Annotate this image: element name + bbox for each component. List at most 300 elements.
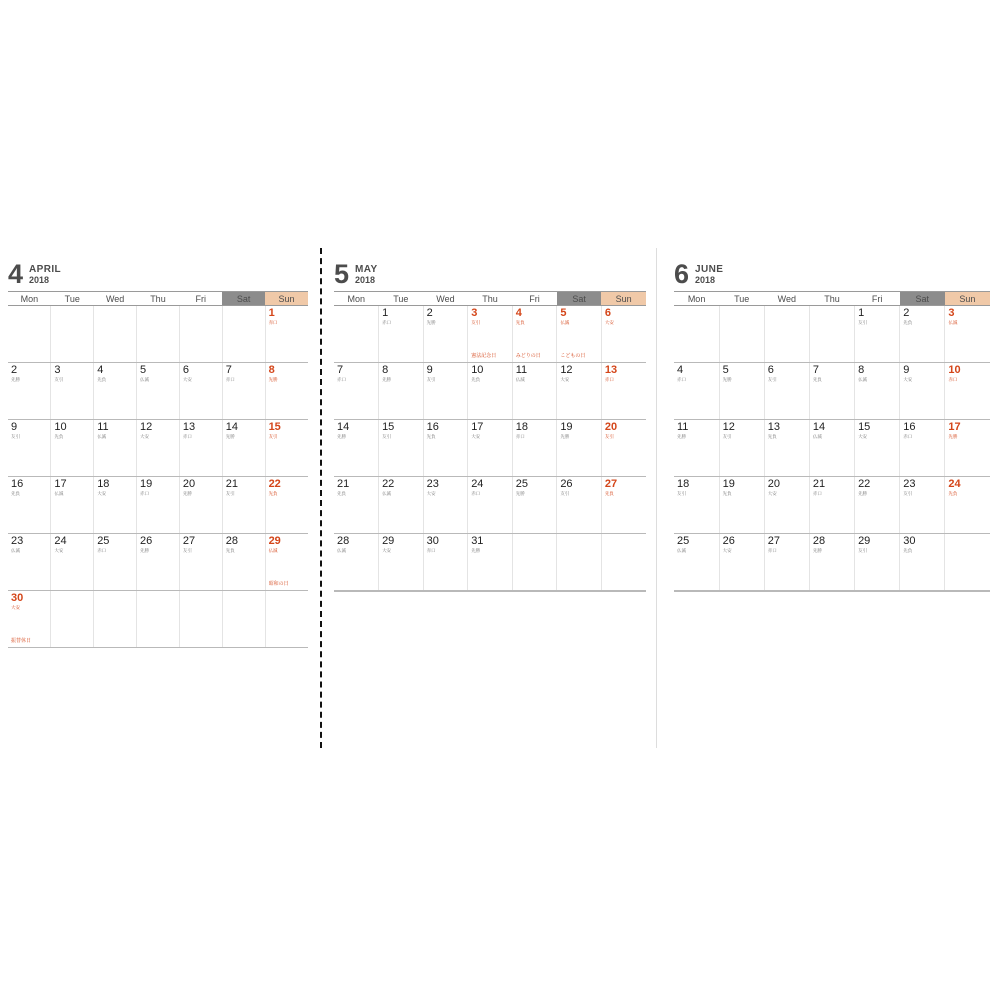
calendar-day-cell[interactable]	[94, 477, 137, 534]
calendar-day-cell[interactable]	[137, 534, 180, 591]
day-number: 25	[677, 535, 690, 547]
calendar-empty-cell	[179, 306, 222, 363]
calendar-day-cell[interactable]	[222, 477, 265, 534]
day-number: 11	[97, 421, 109, 433]
day-number: 16	[903, 421, 916, 433]
calendar-week-row	[334, 363, 646, 420]
weekday-sun: Sun	[601, 292, 646, 306]
rokuyo-label: 赤口	[337, 377, 346, 382]
rokuyo-label: 先勝	[268, 377, 278, 382]
calendar-day-cell[interactable]	[179, 477, 222, 534]
day-number: 16	[426, 421, 439, 433]
rokuyo-label: 赤口	[225, 377, 235, 382]
day-number: 10	[948, 364, 961, 376]
rokuyo-label: 先負	[268, 491, 278, 496]
calendar-day-cell[interactable]	[379, 363, 424, 420]
rokuyo-label: 先負	[903, 548, 913, 553]
rokuyo-label: 先勝	[471, 548, 481, 553]
rokuyo-label: 友引	[382, 434, 392, 439]
calendar-week-row	[674, 306, 990, 363]
calendar-day-cell[interactable]	[423, 363, 468, 420]
rokuyo-label: 友引	[471, 320, 481, 325]
rokuyo-label: 大安	[426, 491, 436, 496]
day-number: 27	[604, 478, 618, 490]
rokuyo-label: 大安	[182, 377, 192, 382]
rokuyo-label: 先負	[948, 491, 958, 496]
calendar-day-cell[interactable]	[179, 420, 222, 477]
calendar-day-cell[interactable]	[423, 534, 468, 591]
calendar-day-cell[interactable]	[468, 420, 513, 477]
calendar-day-cell[interactable]	[334, 534, 379, 591]
day-number: 15	[268, 421, 281, 433]
calendar-day-cell[interactable]	[809, 420, 854, 477]
calendar-day-cell[interactable]	[222, 363, 265, 420]
day-number: 7	[337, 364, 344, 376]
day-number: 13	[767, 421, 781, 433]
calendar-empty-cell	[137, 591, 180, 648]
calendar-day-cell[interactable]	[423, 306, 468, 363]
day-number: 6	[182, 364, 189, 376]
rokuyo-label: 赤口	[426, 548, 436, 553]
calendar-day-cell[interactable]	[51, 420, 94, 477]
calendar-day-cell[interactable]	[179, 534, 222, 591]
day-number: 4	[97, 364, 104, 376]
calendar-day-cell[interactable]	[557, 363, 602, 420]
month-panel-april	[0, 248, 316, 748]
day-number: 7	[225, 364, 232, 376]
calendar-day-cell[interactable]	[8, 591, 51, 648]
day-number: 25	[97, 535, 110, 547]
weekday-fri: Fri	[855, 292, 900, 306]
weekday-sat: Sat	[222, 292, 265, 306]
calendar-day-cell[interactable]	[674, 363, 719, 420]
day-number: 4	[515, 307, 522, 319]
day-number: 6	[767, 364, 774, 376]
calendar-day-cell[interactable]	[945, 306, 990, 363]
day-number: 31	[471, 535, 484, 547]
weekday-thu: Thu	[468, 292, 513, 306]
calendar-day-cell[interactable]	[265, 477, 308, 534]
calendar-day-cell[interactable]	[900, 534, 945, 591]
weekday-header-row	[334, 292, 646, 306]
calendar-day-cell[interactable]	[8, 363, 51, 420]
weekday-mon: Mon	[334, 292, 379, 306]
rokuyo-label: 先勝	[722, 377, 732, 382]
rokuyo-label: 先勝	[382, 377, 392, 382]
calendar-body-june	[674, 306, 990, 591]
rokuyo-label: 大安	[382, 548, 392, 553]
calendar-day-cell[interactable]	[423, 477, 468, 534]
calendar-day-cell[interactable]	[137, 420, 180, 477]
day-number: 23	[903, 478, 916, 490]
day-number: 17	[948, 421, 961, 433]
calendar-grid-june	[674, 291, 990, 591]
rokuyo-label: 赤口	[677, 377, 686, 382]
day-number: 8	[858, 364, 865, 376]
calendar-day-cell[interactable]	[137, 363, 180, 420]
month-name: MAY	[355, 264, 378, 275]
rokuyo-label: 友引	[767, 377, 777, 382]
day-number: 1	[268, 307, 275, 319]
rokuyo-label: 仏滅	[677, 548, 686, 553]
day-number: 5	[140, 364, 147, 376]
calendar-day-cell[interactable]	[855, 534, 900, 591]
rokuyo-label: 先勝	[515, 491, 525, 496]
rokuyo-label: 先勝	[948, 434, 958, 439]
calendar-empty-cell	[719, 306, 764, 363]
day-number: 29	[268, 535, 281, 547]
rokuyo-label: 友引	[858, 548, 868, 553]
calendar-empty-cell	[334, 306, 379, 363]
calendar-day-cell[interactable]	[512, 477, 557, 534]
day-number: 13	[182, 421, 196, 433]
calendar-day-cell[interactable]	[719, 363, 764, 420]
calendar-day-cell[interactable]	[265, 534, 308, 591]
calendar-day-cell[interactable]	[379, 420, 424, 477]
calendar-day-cell[interactable]	[557, 477, 602, 534]
day-number: 21	[337, 478, 350, 490]
day-number: 26	[140, 535, 153, 547]
day-number: 28	[225, 535, 238, 547]
holiday-label: みどりの日	[515, 353, 541, 359]
rokuyo-label: 仏滅	[11, 548, 20, 553]
page-divider	[656, 248, 657, 748]
rokuyo-label: 仏滅	[858, 377, 868, 382]
calendar-spread	[0, 248, 1000, 748]
calendar-day-cell[interactable]	[855, 306, 900, 363]
calendar-week-row	[8, 363, 308, 420]
day-number: 3	[54, 364, 61, 376]
weekday-thu: Thu	[809, 292, 854, 306]
calendar-day-cell[interactable]	[900, 306, 945, 363]
rokuyo-label: 赤口	[812, 491, 822, 496]
calendar-day-cell[interactable]	[51, 363, 94, 420]
calendar-day-cell[interactable]	[334, 420, 379, 477]
weekday-fri: Fri	[512, 292, 557, 306]
month-name: APRIL	[29, 264, 62, 275]
rokuyo-label: 赤口	[767, 548, 777, 553]
calendar-day-cell[interactable]	[674, 534, 719, 591]
rokuyo-label: 赤口	[182, 434, 192, 439]
day-number: 28	[812, 535, 826, 547]
calendar-day-cell[interactable]	[265, 420, 308, 477]
calendar-day-cell[interactable]	[94, 363, 137, 420]
rokuyo-label: 赤口	[515, 434, 525, 439]
calendar-day-cell[interactable]	[601, 477, 646, 534]
calendar-day-cell[interactable]	[900, 477, 945, 534]
rokuyo-label: 仏滅	[560, 320, 570, 325]
calendar-day-cell[interactable]	[468, 477, 513, 534]
rokuyo-label: 先勝	[182, 491, 192, 496]
day-number: 20	[604, 421, 618, 433]
calendar-day-cell[interactable]	[945, 477, 990, 534]
rokuyo-label: 友引	[11, 434, 20, 439]
day-number: 3	[471, 307, 478, 319]
rokuyo-label: 友引	[677, 491, 686, 496]
calendar-empty-cell	[512, 534, 557, 591]
rokuyo-label: 友引	[426, 377, 436, 382]
weekday-header-row	[674, 292, 990, 306]
calendar-day-cell[interactable]	[674, 477, 719, 534]
day-number: 11	[677, 421, 689, 433]
rokuyo-label: 先負	[471, 377, 481, 382]
rokuyo-label: 先勝	[337, 434, 346, 439]
day-number: 5	[560, 307, 567, 319]
rokuyo-label: 先勝	[140, 548, 150, 553]
holiday-label: 憲法記念日	[471, 353, 497, 359]
day-number: 5	[722, 364, 729, 376]
weekday-sat: Sat	[900, 292, 945, 306]
footer-rule	[674, 591, 990, 592]
month-year: 2018	[355, 275, 376, 285]
calendar-day-cell[interactable]	[512, 363, 557, 420]
calendar-day-cell[interactable]	[265, 363, 308, 420]
calendar-day-cell[interactable]	[94, 420, 137, 477]
month-header-june	[674, 248, 990, 291]
calendar-day-cell[interactable]	[379, 306, 424, 363]
day-number: 2	[426, 307, 433, 319]
weekday-header-row	[8, 292, 308, 306]
day-number: 16	[11, 478, 24, 490]
rokuyo-label: 赤口	[382, 320, 392, 325]
rokuyo-label: 仏滅	[97, 434, 107, 439]
rokuyo-label: 仏滅	[948, 320, 958, 325]
calendar-week-row	[674, 477, 990, 534]
rokuyo-label: 先勝	[225, 434, 235, 439]
rokuyo-label: 先勝	[11, 377, 20, 382]
weekday-tue: Tue	[51, 292, 94, 306]
rokuyo-label: 先勝	[858, 491, 868, 496]
rokuyo-label: 大安	[858, 434, 868, 439]
calendar-day-cell[interactable]	[601, 306, 646, 363]
day-number: 10	[471, 364, 484, 376]
calendar-day-cell[interactable]	[468, 306, 513, 363]
day-number: 15	[382, 421, 395, 433]
day-number: 4	[677, 364, 684, 376]
month-number: 5	[334, 259, 349, 289]
day-number: 27	[182, 535, 196, 547]
calendar-day-cell[interactable]	[900, 420, 945, 477]
day-number: 19	[140, 478, 153, 490]
calendar-week-row	[8, 306, 308, 363]
day-number: 30	[11, 592, 24, 604]
calendar-body-may	[334, 306, 646, 591]
month-panel-may	[316, 248, 656, 748]
calendar-day-cell[interactable]	[719, 477, 764, 534]
day-number: 12	[140, 421, 153, 433]
calendar-day-cell[interactable]	[51, 477, 94, 534]
day-number: 24	[471, 478, 484, 490]
fold-line	[320, 248, 322, 748]
rokuyo-label: 先勝	[677, 434, 686, 439]
calendar-day-cell[interactable]	[334, 363, 379, 420]
month-header-april	[8, 248, 308, 291]
calendar-day-cell[interactable]	[855, 477, 900, 534]
day-number: 9	[426, 364, 433, 376]
rokuyo-label: 仏滅	[515, 377, 525, 382]
rokuyo-label: 赤口	[268, 320, 278, 325]
calendar-day-cell[interactable]	[809, 477, 854, 534]
calendar-day-cell[interactable]	[8, 477, 51, 534]
rokuyo-label: 友引	[560, 491, 570, 496]
rokuyo-label: 先勝	[560, 434, 570, 439]
rokuyo-label: 仏滅	[337, 548, 346, 553]
day-number: 3	[948, 307, 955, 319]
day-number: 8	[382, 364, 389, 376]
calendar-day-cell[interactable]	[601, 363, 646, 420]
calendar-week-row	[8, 591, 308, 648]
day-number: 14	[337, 421, 350, 433]
calendar-day-cell[interactable]	[8, 420, 51, 477]
day-number: 2	[11, 364, 18, 376]
day-number: 1	[382, 307, 389, 319]
calendar-empty-cell	[764, 306, 809, 363]
calendar-week-row	[334, 477, 646, 534]
calendar-day-cell[interactable]	[468, 363, 513, 420]
day-number: 18	[97, 478, 110, 490]
calendar-day-cell[interactable]	[423, 420, 468, 477]
calendar-week-row	[334, 306, 646, 363]
day-number: 12	[560, 364, 573, 376]
month-number: 6	[674, 259, 689, 289]
calendar-day-cell[interactable]	[51, 534, 94, 591]
rokuyo-label: 先負	[54, 434, 64, 439]
calendar-day-cell[interactable]	[945, 420, 990, 477]
calendar-day-cell[interactable]	[719, 420, 764, 477]
rokuyo-label: 赤口	[140, 491, 150, 496]
calendar-day-cell[interactable]	[222, 534, 265, 591]
day-number: 10	[54, 421, 67, 433]
rokuyo-label: 仏滅	[268, 548, 278, 553]
day-number: 25	[515, 478, 528, 490]
day-number: 26	[722, 535, 735, 547]
rokuyo-label: 先負	[225, 548, 235, 553]
calendar-day-cell[interactable]	[809, 534, 854, 591]
calendar-day-cell[interactable]	[900, 363, 945, 420]
rokuyo-label: 先負	[767, 434, 777, 439]
calendar-empty-cell	[222, 306, 265, 363]
rokuyo-label: 仏滅	[140, 377, 150, 382]
rokuyo-label: 大安	[767, 491, 777, 496]
rokuyo-label: 先負	[337, 491, 346, 496]
rokuyo-label: 大安	[903, 377, 913, 382]
weekday-thu: Thu	[137, 292, 180, 306]
day-number: 22	[858, 478, 871, 490]
calendar-day-cell[interactable]	[809, 363, 854, 420]
holiday-label: 振替休日	[11, 638, 32, 644]
calendar-day-cell[interactable]	[379, 534, 424, 591]
weekday-wed: Wed	[764, 292, 809, 306]
rokuyo-label: 仏滅	[54, 491, 64, 496]
calendar-empty-cell	[674, 306, 719, 363]
rokuyo-label: 先勝	[812, 548, 822, 553]
calendar-day-cell[interactable]	[557, 306, 602, 363]
calendar-week-row	[674, 363, 990, 420]
day-number: 14	[812, 421, 826, 433]
weekday-mon: Mon	[8, 292, 51, 306]
rokuyo-label: 先負	[722, 491, 732, 496]
holiday-label: こどもの日	[560, 353, 586, 359]
calendar-day-cell[interactable]	[764, 363, 809, 420]
calendar-day-cell[interactable]	[512, 306, 557, 363]
rokuyo-label: 先負	[604, 491, 614, 496]
calendar-day-cell[interactable]	[468, 534, 513, 591]
day-number: 9	[11, 421, 18, 433]
calendar-empty-cell	[51, 306, 94, 363]
calendar-empty-cell	[557, 534, 602, 591]
calendar-day-cell[interactable]	[557, 420, 602, 477]
calendar-day-cell[interactable]	[379, 477, 424, 534]
calendar-empty-cell	[945, 534, 990, 591]
day-number: 29	[382, 535, 395, 547]
calendar-day-cell[interactable]	[94, 534, 137, 591]
footer-rule	[334, 591, 646, 592]
day-number: 22	[382, 478, 395, 490]
calendar-empty-cell	[265, 591, 308, 648]
rokuyo-label: 大安	[471, 434, 481, 439]
month-number: 4	[8, 259, 23, 289]
rokuyo-label: 友引	[858, 320, 868, 325]
rokuyo-label: 友引	[182, 548, 192, 553]
calendar-day-cell[interactable]	[764, 477, 809, 534]
day-number: 30	[426, 535, 439, 547]
rokuyo-label: 赤口	[97, 548, 107, 553]
calendar-day-cell[interactable]	[674, 420, 719, 477]
day-number: 20	[767, 478, 781, 490]
day-number: 23	[426, 478, 439, 490]
calendar-day-cell[interactable]	[179, 363, 222, 420]
calendar-day-cell[interactable]	[334, 477, 379, 534]
weekday-sun: Sun	[265, 292, 308, 306]
calendar-empty-cell	[179, 591, 222, 648]
day-number: 18	[677, 478, 690, 490]
calendar-body-april	[8, 306, 308, 648]
rokuyo-label: 仏滅	[382, 491, 392, 496]
day-number: 24	[54, 535, 67, 547]
month-panel-june	[656, 248, 1000, 748]
calendar-grid-april	[8, 291, 308, 648]
calendar-day-cell[interactable]	[512, 420, 557, 477]
calendar-week-row	[674, 420, 990, 477]
calendar-day-cell[interactable]	[764, 420, 809, 477]
calendar-day-cell[interactable]	[855, 420, 900, 477]
holiday-label: 昭和の日	[268, 581, 289, 587]
calendar-empty-cell	[601, 534, 646, 591]
calendar-day-cell[interactable]	[945, 363, 990, 420]
calendar-empty-cell	[8, 306, 51, 363]
rokuyo-label: 先勝	[426, 320, 436, 325]
day-number: 20	[182, 478, 196, 490]
calendar-day-cell[interactable]	[855, 363, 900, 420]
day-number: 21	[812, 478, 826, 490]
rokuyo-label: 赤口	[604, 377, 614, 382]
calendar-week-row	[334, 420, 646, 477]
weekday-tue: Tue	[719, 292, 764, 306]
calendar-day-cell[interactable]	[8, 534, 51, 591]
weekday-fri: Fri	[179, 292, 222, 306]
calendar-day-cell[interactable]	[137, 477, 180, 534]
calendar-day-cell[interactable]	[222, 420, 265, 477]
calendar-day-cell[interactable]	[265, 306, 308, 363]
rokuyo-label: 大安	[722, 548, 732, 553]
calendar-day-cell[interactable]	[719, 534, 764, 591]
day-number: 1	[858, 307, 865, 319]
rokuyo-label: 友引	[54, 377, 64, 382]
calendar-day-cell[interactable]	[764, 534, 809, 591]
calendar-empty-cell	[51, 591, 94, 648]
calendar-day-cell[interactable]	[601, 420, 646, 477]
day-number: 11	[515, 364, 528, 376]
